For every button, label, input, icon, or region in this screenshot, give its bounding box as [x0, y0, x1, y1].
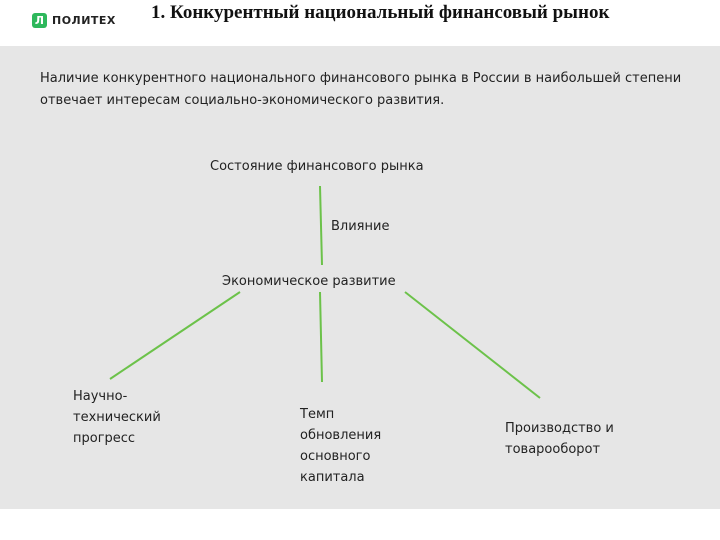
connector-top-to-middle	[320, 186, 322, 265]
link-label-influence: Влияние	[329, 216, 391, 237]
node-economic-development: Экономическое развитие	[222, 274, 396, 289]
connector-to-production	[405, 292, 540, 398]
page-title: 1. Конкурентный национальный финансовый рынок	[151, 2, 610, 23]
node-production-trade: Производство и товарооборот	[505, 421, 614, 457]
intro-paragraph: Наличие конкурентного национального финансового рынка в России в наибольшей степени отвечает интересам социально-экономического развития.	[40, 71, 682, 108]
node-market-state: Состояние финансового рынка	[210, 159, 424, 174]
connector-to-renewal	[320, 292, 322, 382]
connector-to-progress	[110, 292, 240, 379]
node-capital-renewal-rate: Темп обновления основного капитала	[300, 407, 382, 485]
node-scientific-progress: Научно- технический прогресс	[73, 389, 161, 446]
logo-mark-icon: Л	[32, 13, 47, 28]
logo-text: ПОЛИТЕХ	[52, 14, 116, 27]
